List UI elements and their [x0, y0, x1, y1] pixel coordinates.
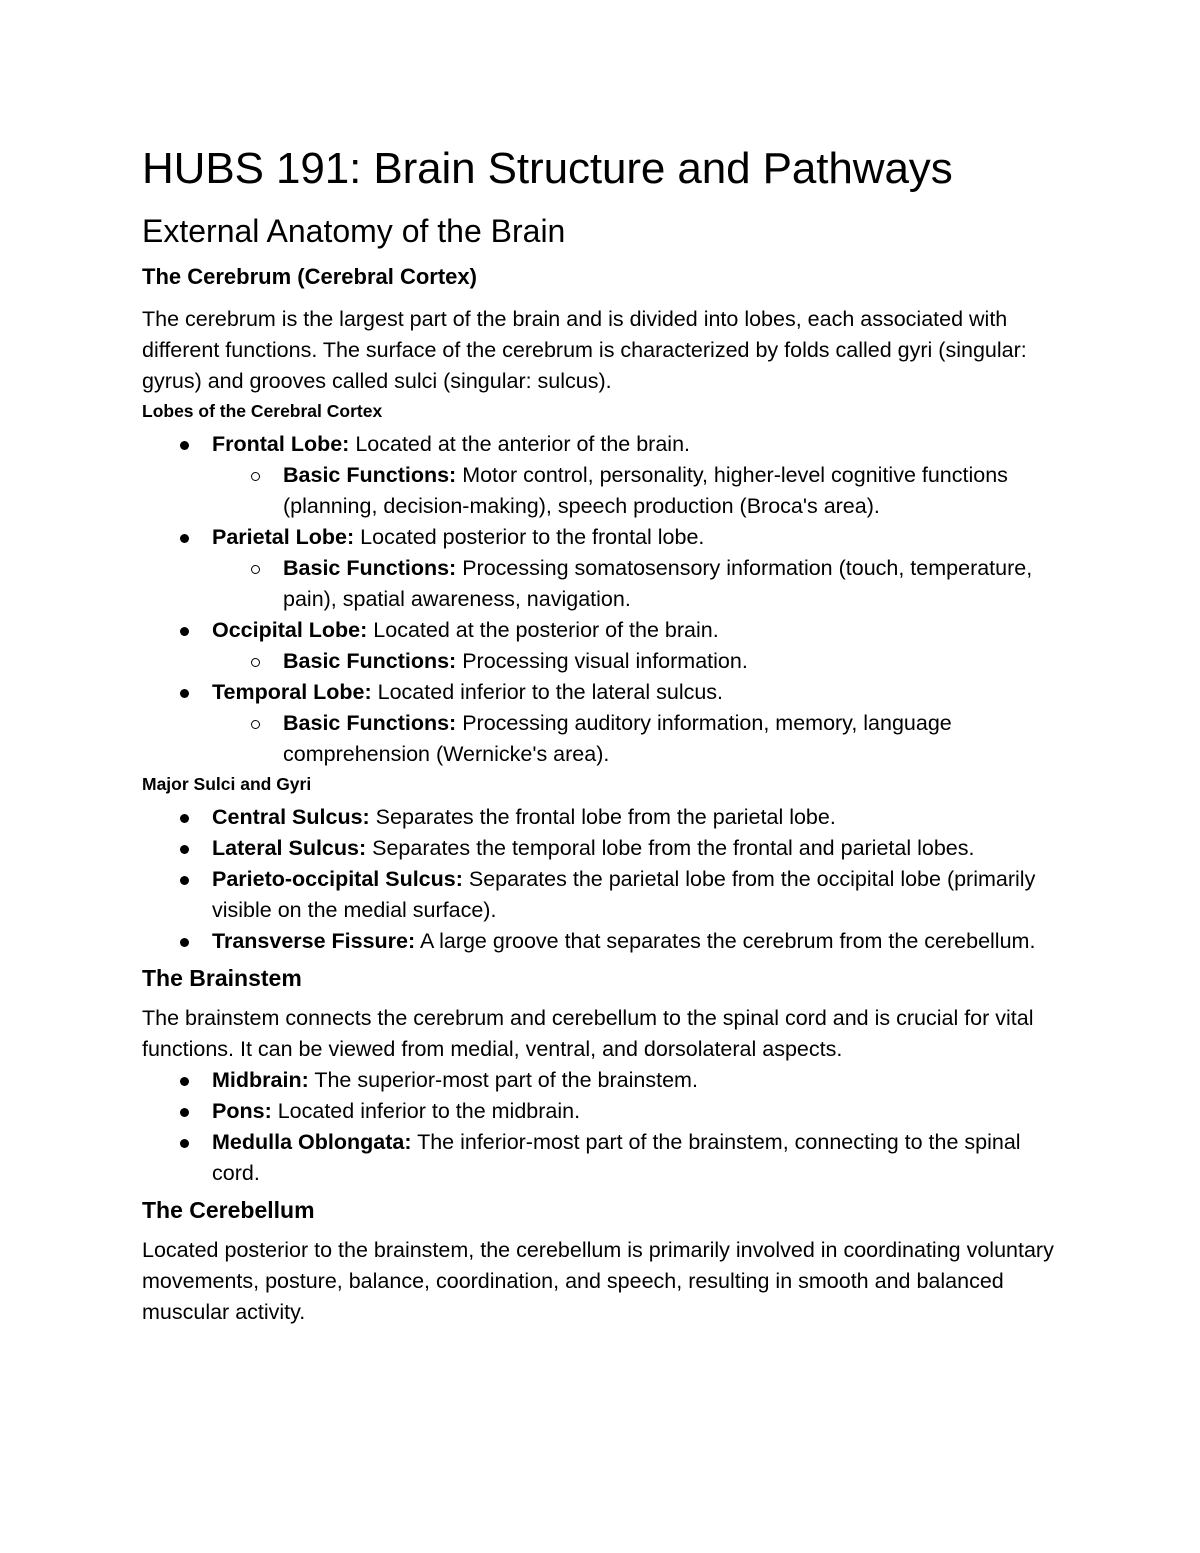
term-label: Basic Functions: [283, 463, 457, 487]
term-label: Parietal Lobe: [212, 525, 355, 549]
document-content [142, 140, 1072, 1328]
bullet-icon [180, 677, 190, 708]
section-heading-external-anatomy: External Anatomy of the Brain [142, 213, 566, 249]
term-description: Separates the temporal lobe from the frontal and parietal lobes. [366, 836, 975, 860]
term-label: Parieto-occipital Sulcus: [212, 867, 463, 891]
list-item-midbrain [142, 1065, 1072, 1096]
term-label: Pons: [212, 1099, 272, 1123]
term-description: The inferior-most part of the brainstem, connecting to the spinal cord. [212, 1130, 1021, 1185]
hollow-bullet-icon [251, 553, 261, 584]
term-description: Separates the frontal lobe from the parietal lobe. [369, 805, 836, 829]
list-item-transverse-fissure [142, 926, 1072, 957]
bullet-icon [180, 615, 190, 646]
term-label: Medulla Oblongata: [212, 1130, 412, 1154]
term-label: Frontal Lobe: [212, 432, 350, 456]
list-item-occipital-lobe [142, 615, 1072, 646]
term-description: Processing auditory information, memory, language comprehension (Wernicke's area). [283, 711, 952, 766]
lobes-list [142, 429, 1072, 770]
term-label: Central Sulcus: [212, 805, 370, 829]
sulci-heading: Major Sulci and Gyri [142, 774, 312, 794]
list-item-parietal-lobe [142, 522, 1072, 553]
brainstem-parts-list [142, 1065, 1072, 1189]
term-label: Occipital Lobe: [212, 618, 368, 642]
list-item-medulla-oblongata [142, 1127, 1072, 1189]
term-description: Located inferior to the lateral sulcus. [371, 680, 724, 704]
list-item-parieto-occipital-sulcus [142, 864, 1072, 926]
term-label: Basic Functions: [283, 649, 457, 673]
list-item-frontal-lobe [142, 429, 1072, 460]
bullet-icon [180, 926, 190, 957]
subheading-cerebellum: The Cerebellum [142, 1197, 315, 1223]
term-description: Located at the posterior of the brain. [367, 618, 719, 642]
term-label: Midbrain: [212, 1068, 309, 1092]
term-label: Temporal Lobe: [212, 680, 372, 704]
subheading-brainstem: The Brainstem [142, 965, 302, 991]
list-item-occipital-functions [142, 646, 1072, 677]
term-description: The superior-most part of the brainstem. [308, 1068, 698, 1092]
term-description: Separates the parietal lobe from the occipital lobe (primarily visible on the medial surface). [212, 867, 1036, 922]
bullet-icon [180, 1127, 190, 1158]
list-item-pons [142, 1096, 1072, 1127]
term-description: Located inferior to the midbrain. [271, 1099, 581, 1123]
bullet-icon [180, 522, 190, 553]
term-label: Lateral Sulcus: [212, 836, 367, 860]
lobes-heading: Lobes of the Cerebral Cortex [142, 401, 383, 421]
bullet-icon [180, 1096, 190, 1127]
bullet-icon [180, 1065, 190, 1096]
cerebrum-intro-paragraph: The cerebrum is the largest part of the brain and is divided into lobes, each associated with different functions. The surface of the cerebrum is characterized by folds called gyri (singular: gyrus) and grooves called sulci (singular: sulcus). [142, 307, 1027, 393]
bullet-icon [180, 864, 190, 895]
bullet-icon [180, 833, 190, 864]
subheading-cerebrum: The Cerebrum (Cerebral Cortex) [142, 264, 477, 289]
term-description: Motor control, personality, higher-level cognitive functions (planning, decision-making), speech production (Broca's area). [283, 463, 1008, 518]
hollow-bullet-icon [251, 708, 261, 739]
bullet-icon [180, 802, 190, 833]
term-description: Processing visual information. [456, 649, 748, 673]
term-description: A large groove that separates the cerebrum from the cerebellum. [415, 929, 1036, 953]
cerebellum-paragraph: Located posterior to the brainstem, the cerebellum is primarily involved in coordinating voluntary movements, posture, balance, coordination, and speech, resulting in smooth and balanced muscular activity. [142, 1238, 1054, 1324]
term-label: Transverse Fissure: [212, 929, 416, 953]
list-item-central-sulcus [142, 802, 1072, 833]
term-label: Basic Functions: [283, 711, 457, 735]
brainstem-intro-paragraph: The brainstem connects the cerebrum and cerebellum to the spinal cord and is crucial for vital functions. It can be viewed from medial, ventral, and dorsolateral aspects. [142, 1006, 1034, 1061]
bullet-icon [180, 429, 190, 460]
list-item-parietal-functions [142, 553, 1072, 615]
list-item-lateral-sulcus [142, 833, 1072, 864]
list-item-frontal-functions [142, 460, 1072, 522]
list-item-temporal-functions [142, 708, 1072, 770]
term-description: Processing somatosensory information (touch, temperature, pain), spatial awareness, navigation. [283, 556, 1033, 611]
document-title: HUBS 191: Brain Structure and Pathways [142, 144, 953, 193]
sulci-list [142, 802, 1072, 957]
hollow-bullet-icon [251, 646, 261, 677]
term-description: Located at the anterior of the brain. [349, 432, 690, 456]
term-description: Located posterior to the frontal lobe. [354, 525, 705, 549]
list-item-temporal-lobe [142, 677, 1072, 708]
hollow-bullet-icon [251, 460, 261, 491]
term-label: Basic Functions: [283, 556, 457, 580]
